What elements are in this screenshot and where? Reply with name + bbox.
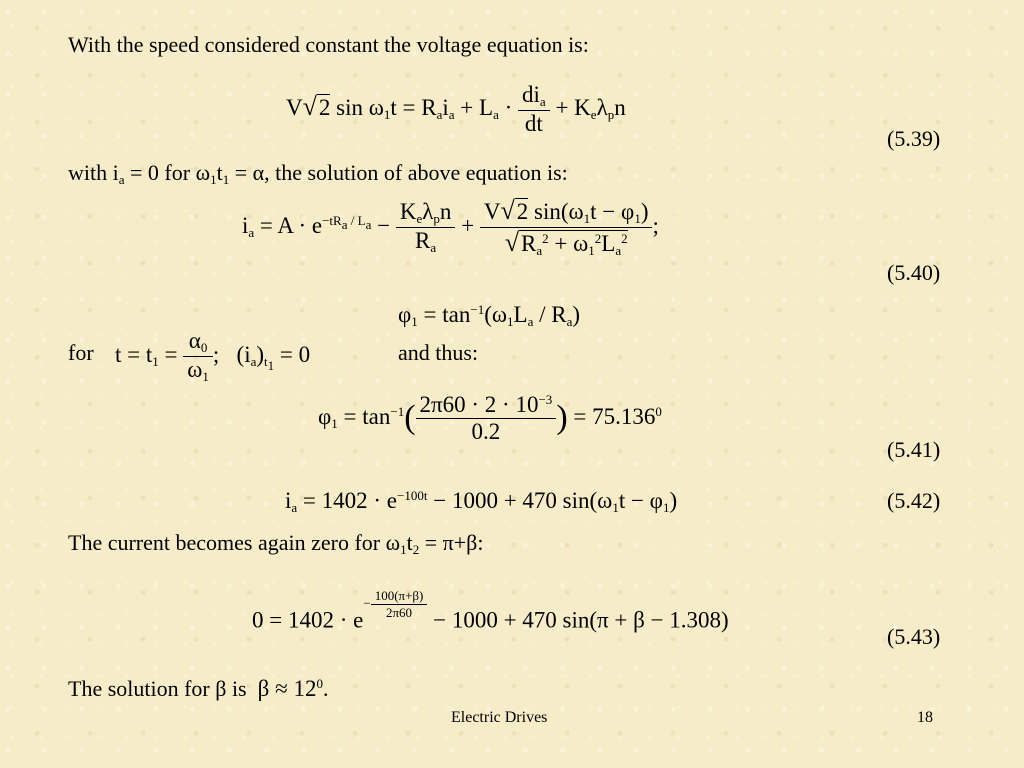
footer-title: Electric Drives bbox=[451, 709, 548, 726]
equation-number-5-43: (5.43) bbox=[887, 624, 941, 649]
phi-definition: $\varphi_1 = \tan^{-1}(\omega_1L_a / R_a)$ bbox=[398, 302, 581, 329]
equation-number-5-42: (5.42) bbox=[887, 488, 941, 513]
equation-5-39: V√2 $\sin \omega_1t = R_ai_a + L_a$ · $\frac{di_a}{dt}$ + $K_e\lambda_pn$ bbox=[286, 82, 626, 136]
equation-5-40: $i_a = A \cdot e^{-tR_a / L_a}$ − $\frac{K_e\lambda_pn}{R_a}$ + $\frac{V√2 \sin(\omega_1t - \varphi_1)}{√R_a^2 + \omega_1^2L_a^2}$ ; bbox=[242, 196, 659, 258]
solution-text: The solution for β is $\beta \approx 12^0$. bbox=[68, 676, 329, 701]
derivative-fraction: $\frac{di_a}{dt}$ bbox=[518, 82, 550, 137]
phi-argument-fraction: $\frac{2\pi 60 \cdot 2 \cdot 10^{-3}}{0.2}$ bbox=[416, 392, 557, 445]
for-label: for bbox=[68, 340, 94, 365]
equation-5-41: $\varphi_1 = \tan^{-1}$( $\frac{2\pi 60 \cdot 2 \cdot 10^{-3}}{0.2}$ ) = $75.136^0$ bbox=[318, 392, 662, 444]
equation-number-5-39: (5.39) bbox=[887, 126, 941, 151]
time-condition: $t = t_1$ = $\frac{\alpha_0}{\omega_1}$ ; $(i_a)_{t_1} = 0$ bbox=[115, 328, 311, 384]
exponent-fraction: $\frac{100(\pi+\beta)}{2\pi 60}$ bbox=[371, 588, 428, 621]
equation-5-42: $i_a = 1402 \cdot e^{-100t} - 1000 + 470$ $\sin(\omega_1t - \varphi_1)$ bbox=[285, 488, 678, 515]
current-zero-text: The current becomes again zero for $\omega_1t_2 = \pi+\beta$: bbox=[68, 530, 484, 557]
and-thus-text: and thus: bbox=[398, 340, 479, 365]
initial-condition-text: with $i_a = 0$ for $\omega_1t_1 = \alpha$, the solution of above equation is: bbox=[68, 160, 568, 187]
fraction-ke-lambda: $\frac{K_e\lambda_pn}{R_a}$ bbox=[396, 199, 456, 256]
intro-text: With the speed considered constant the voltage equation is: bbox=[68, 32, 589, 57]
alpha-over-omega-fraction: $\frac{\alpha_0}{\omega_1}$ bbox=[183, 328, 213, 385]
page-number: 18 bbox=[917, 709, 933, 726]
fraction-voltage-impedance: $\frac{V√2 \sin(\omega_1t - \varphi_1)}{√R_a^2 + \omega_1^2L_a^2}$ bbox=[480, 196, 653, 259]
equation-5-43: 0 = 1402 · e− $\frac{100(\pi+\beta)}{2\pi 60}$ − 1000 + 470 sin(π + β − 1.308) bbox=[252, 588, 729, 633]
equation-number-5-40: (5.40) bbox=[887, 260, 941, 285]
equation-number-5-41: (5.41) bbox=[887, 437, 941, 462]
